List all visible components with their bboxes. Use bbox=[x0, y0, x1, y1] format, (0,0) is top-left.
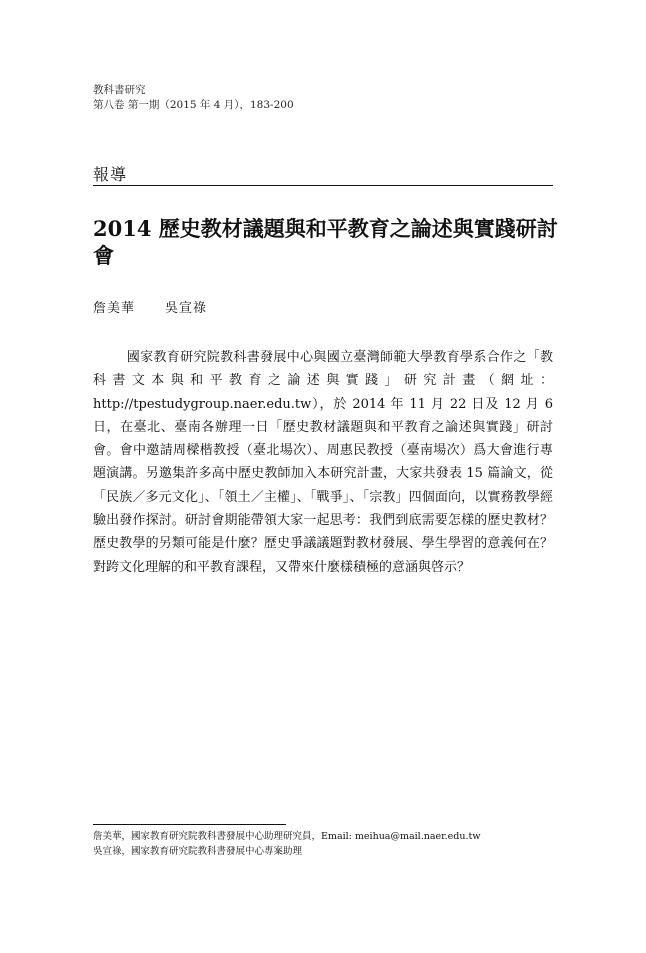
article-title: 2014 歷史教材議題與和平教育之論述與實踐研討會 bbox=[93, 216, 558, 268]
footnote-item: 吳宣祿，國家教育研究院教科書發展中心專案助理 bbox=[93, 846, 303, 857]
section-label: 報導 bbox=[93, 165, 128, 184]
footnote-divider bbox=[93, 824, 286, 825]
footnote-item: 詹美華，國家教育研究院教科書發展中心助理研究員，Email: meihua@mail.naer.edu.tw bbox=[93, 831, 481, 842]
journal-name: 教科書研究 bbox=[93, 84, 146, 96]
author-name: 詹美華 bbox=[93, 301, 136, 316]
journal-header bbox=[93, 83, 294, 113]
author-name: 吳宣祿 bbox=[165, 301, 208, 316]
author-list bbox=[93, 297, 207, 316]
section-divider bbox=[93, 185, 553, 186]
issue-info: 第八卷 第一期（2015 年 4 月），183-200 bbox=[93, 99, 294, 111]
article-body: 國家教育研究院教科書發展中心與國立臺灣師範大學教育學系合作之「教科書文本與和平教育之論述與實踐」研究計畫（網址：http://tpestudygroup.naer.edu.tw），於 2014 年 11 月 22 日及 12 月 6 日，在臺北、臺南各辦理一日「歷史教材議題與和平教育之論述與實踐」研討會。會中邀請周樑楷教授（臺北場次）、周惠民教授（臺南場次）爲大會進行專題演講。另邀集許多高中歷史教師加入本研究計畫，大家共發表 15 篇論文，從「民族／多元文化」、「領土／主權」、「戰爭」、「宗教」四個面向，以實務教學經驗出發作探討。研討會期能帶領大家一起思考：我們到底需要怎樣的歷史教材？歷史教學的另類可能是什麼？歷史爭議議題對教材發展、學生學習的意義何在？對跨文化理解的和平教育課程，又帶來什麼樣積極的意涵與啓示？ bbox=[93, 350, 553, 575]
footnotes bbox=[93, 829, 480, 859]
